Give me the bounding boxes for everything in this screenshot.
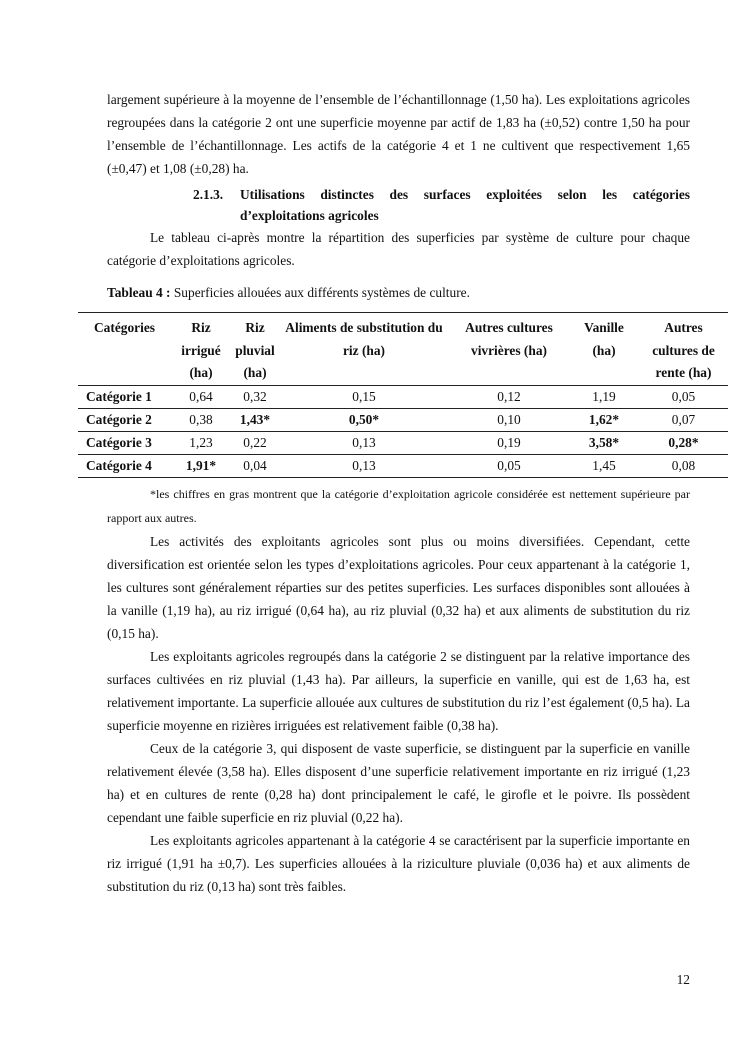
table-note: *les chiffres en gras montrent que la catégorie d’exploitation agricole considérée est nettement supérieure par rapport aux autres.: [107, 486, 690, 525]
table-caption: [107, 283, 690, 303]
section-intro: Le tableau ci-après montre la répartition des superficies par système de culture pour chaque catégorie d’exploitations agricoles.: [107, 230, 690, 268]
table-cell: 0,38: [171, 408, 231, 431]
table-cell-highlight: 0,50*: [279, 408, 449, 431]
table-caption-text: Superficies allouées aux différents systèmes de culture.: [170, 285, 470, 300]
table-cell-highlight: 1,62*: [569, 408, 639, 431]
table-header-cell: Aliments de substitution du riz (ha): [279, 313, 449, 386]
section-heading: [193, 184, 690, 226]
table-header-cell: Catégories: [78, 313, 171, 386]
body-paragraph: Ceux de la catégorie 3, qui disposent de vaste superficie, se distinguent par la superficie en vanille relativement élevée (3,58 ha). Elles disposent d’une superficie relativement importante en riz irrigué (1,23 ha) et en cultures de rente (0,28 ha) dont principalement le café, le girofle et le poivre. Ils possèdent cependant une faible superficie en riz pluvial (0,22 ha).: [107, 740, 690, 825]
table-cell: 0,22: [231, 431, 279, 454]
table-cell: 0,13: [279, 454, 449, 477]
table-row: [78, 408, 728, 431]
body-paragraph: Les activités des exploitants agricoles sont plus ou moins diversifiées. Cependant, cette diversification est orientée selon les types d’exploitations agricoles. Pour ceux appartenant à la catégorie 1, les cultures sont généralement réparties sur des petites superficies. Les surfaces disponibles sont allouées à la vanille (1,19 ha), au riz irrigué (0,64 ha), au riz pluvial (0,32 ha) et aux aliments de substitution du riz (0,15 ha).: [107, 533, 690, 641]
table-cell: 0,04: [231, 454, 279, 477]
table-row: [78, 385, 728, 408]
table-cell: 1,45: [569, 454, 639, 477]
table-cell: Catégorie 1: [78, 385, 171, 408]
section-number: 2.1.3.: [193, 187, 224, 202]
body-paragraph: Les exploitants agricoles regroupés dans la catégorie 2 se distinguent par la relative importance des surfaces cultivées en riz pluvial (1,43 ha). Par ailleurs, la superficie en vanille, qui est de 1,63 ha, est relativement importante. La superficie allouée aux cultures de substitution du riz l’est également (0,5 ha). La superficie moyenne en rizières irriguées est relativement faible (0,38 ha).: [107, 648, 690, 733]
table-row: [78, 431, 728, 454]
table-header-cell: Riz irrigué (ha): [171, 313, 231, 386]
table-cell: 0,19: [449, 431, 569, 454]
table-cell: Catégorie 3: [78, 431, 171, 454]
table-cell: 0,13: [279, 431, 449, 454]
table-cell: 0,64: [171, 385, 231, 408]
table-header-cell: Autres cultures vivrières (ha): [449, 313, 569, 386]
section-title: Utilisations distinctes des surfaces exploitées selon les catégories d’exploitations agricoles: [240, 187, 690, 223]
surface-table: [78, 312, 728, 478]
table-cell: 1,19: [569, 385, 639, 408]
table-cell: 0,08: [639, 454, 728, 477]
table-cell: Catégorie 2: [78, 408, 171, 431]
table-cell-highlight: 1,91*: [171, 454, 231, 477]
table-cell-highlight: 0,28*: [639, 431, 728, 454]
table-cell: 0,05: [449, 454, 569, 477]
table-cell: 0,07: [639, 408, 728, 431]
body-paragraph: Les exploitants agricoles appartenant à la catégorie 4 se caractérisent par la superficie importante en riz irrigué (1,91 ha ±0,7). Les superficies allouées à la riziculture pluviale (0,036 ha) et aux aliments de substitution du riz (0,13 ha) sont très faibles.: [107, 832, 690, 894]
table-cell: 0,15: [279, 385, 449, 408]
table-header-row: [78, 313, 728, 386]
table-cell: Catégorie 4: [78, 454, 171, 477]
table-cell-highlight: 3,58*: [569, 431, 639, 454]
table-caption-label: Tableau 4 :: [107, 285, 171, 300]
table-cell: 0,32: [231, 385, 279, 408]
table-cell: 1,23: [171, 431, 231, 454]
table-row: [78, 454, 728, 477]
table-cell: 0,12: [449, 385, 569, 408]
table-header-cell: Autres cultures de rente (ha): [639, 313, 728, 386]
table-header-cell: Vanille (ha): [569, 313, 639, 386]
page-number: 12: [676, 972, 690, 987]
table-header-cell: Riz pluvial (ha): [231, 313, 279, 386]
page-body: [86, 88, 715, 898]
intro-paragraph: largement supérieure à la moyenne de l’ensemble de l’échantillonnage (1,50 ha). Les exploitations agricoles regroupées dans la catégorie 2 ont une superficie moyenne par actif de 1,83 ha (±0,52) contre 1,50 ha pour l’ensemble de l’échantillonnage. Les actifs de la catégorie 4 et 1 ne cultivent que respectivement 1,65 (±0,47) et 1,08 (±0,28) ha.: [107, 92, 690, 176]
table-cell: 0,10: [449, 408, 569, 431]
table-cell-highlight: 1,43*: [231, 408, 279, 431]
table-cell: 0,05: [639, 385, 728, 408]
